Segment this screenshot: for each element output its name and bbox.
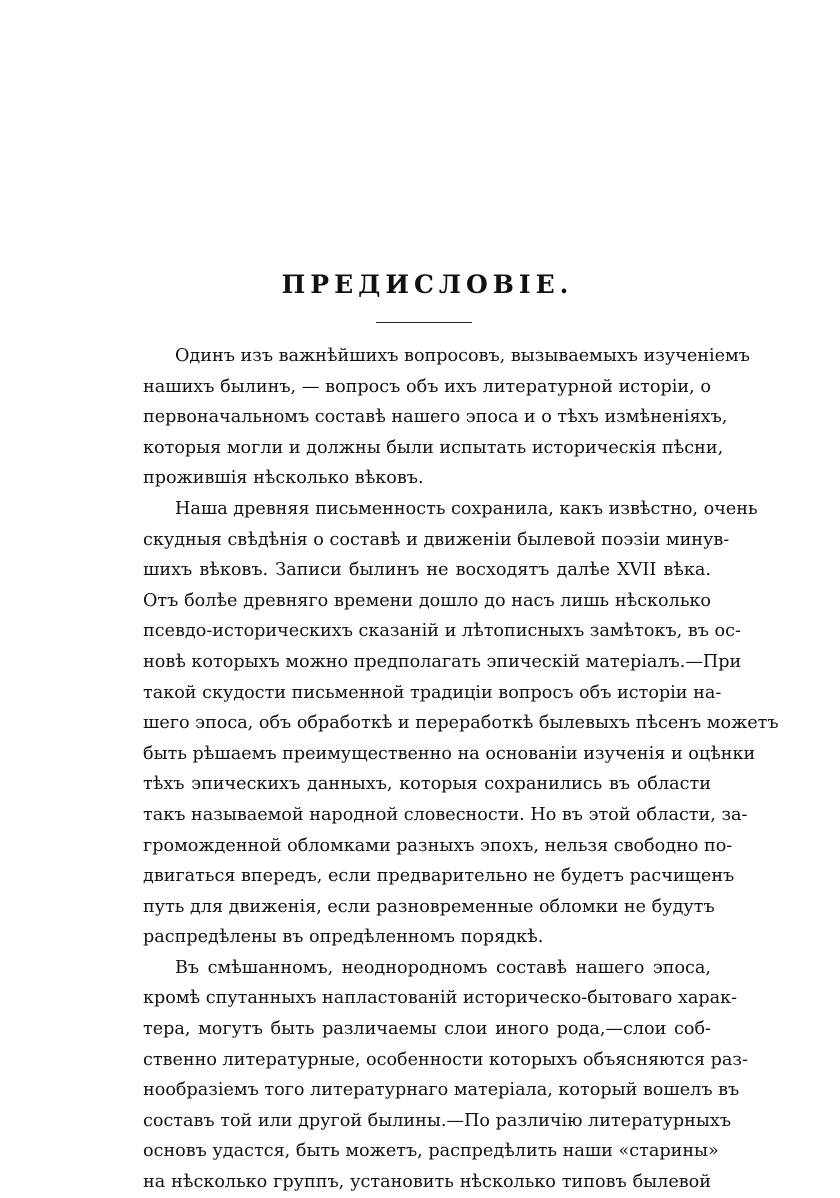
text-line: на нѣсколько группъ, установить нѣсколько типовъ былевой <box>143 1172 711 1193</box>
text-line: основъ удастся, быть можетъ, распредѣлить наши «старины» <box>143 1141 719 1162</box>
text-line: тѣхъ эпическихъ данныхъ, которыя сохранились въ области <box>143 774 711 795</box>
text-line: двигаться впередъ, если предварительно не будетъ расчищенъ <box>143 866 735 887</box>
text-line: распредѣлены въ опредѣленномъ порядкѣ. <box>143 927 544 948</box>
text-line: псевдо-историческихъ сказаній и лѣтописныхъ замѣтокъ, въ ос- <box>143 621 741 642</box>
paragraph <box>143 953 748 1198</box>
text-line: прожившія нѣсколько вѣковъ. <box>143 468 424 489</box>
text-line: которыя могли и должны были испытать историческія пѣсни, <box>143 437 724 458</box>
paragraph <box>143 494 779 953</box>
text-line: первоначальномъ составѣ нашего эпоса и о тѣхъ измѣненіяхъ, <box>143 407 728 428</box>
text-line: нашихъ былинъ, — вопросъ объ ихъ литературной исторіи, о <box>143 376 711 397</box>
text-line: такъ называемой народной словесности. Но въ этой области, за- <box>143 804 748 825</box>
text-line: составъ той или другой былины.—По различію литературныхъ <box>143 1110 732 1131</box>
text-line: шего эпоса, объ обработкѣ и переработкѣ былевыхъ пѣсенъ можетъ <box>143 713 779 734</box>
text-line: Въ смѣшанномъ, неоднородномъ составѣ нашего эпоса, <box>175 957 711 978</box>
text-line: кромѣ спутанныхъ напластованій историческо-бытоваго харак- <box>143 988 738 1009</box>
page-title: ПРЕДИСЛОВІЕ. <box>281 270 574 299</box>
text-line: Наша древняя письменность сохранила, какъ извѣстно, очень <box>175 498 758 519</box>
text-line: громожденной обломками разныхъ эпохъ, нельзя свободно по- <box>143 835 733 856</box>
text-line: шихъ вѣковъ. Записи былинъ не восходятъ далѣе XVII вѣка. <box>143 560 711 581</box>
text-line: тера, могутъ быть различаемы слои иного рода,—слои соб- <box>143 1019 711 1040</box>
text-line: путь для движенія, если разновременные обломки не будутъ <box>143 896 715 917</box>
body-text <box>143 341 779 1198</box>
text-line: скудныя свѣдѣнія о составѣ и движеніи былевой поэзіи минув- <box>143 529 730 550</box>
text-line: нообразіемъ того литературнаго матеріала, который вошелъ въ <box>143 1080 740 1101</box>
text-line: Одинъ изъ важнѣйшихъ вопросовъ, вызываемыхъ изученіемъ <box>175 346 750 366</box>
text-line: новѣ которыхъ можно предполагать эпическій матеріалъ.—При <box>143 651 742 672</box>
text-line: Отъ болѣе древняго времени дошло до насъ лишь нѣсколько <box>143 590 711 611</box>
title-divider <box>376 322 472 323</box>
text-line: быть рѣшаемъ преимущественно на основаніи изученія и оцѣнки <box>143 743 756 764</box>
paragraph <box>143 341 750 494</box>
text-line: ственно литературные, особенности которыхъ объясняются раз- <box>143 1049 748 1070</box>
text-line: такой скудости письменной традиціи вопросъ объ исторіи на- <box>143 682 722 703</box>
